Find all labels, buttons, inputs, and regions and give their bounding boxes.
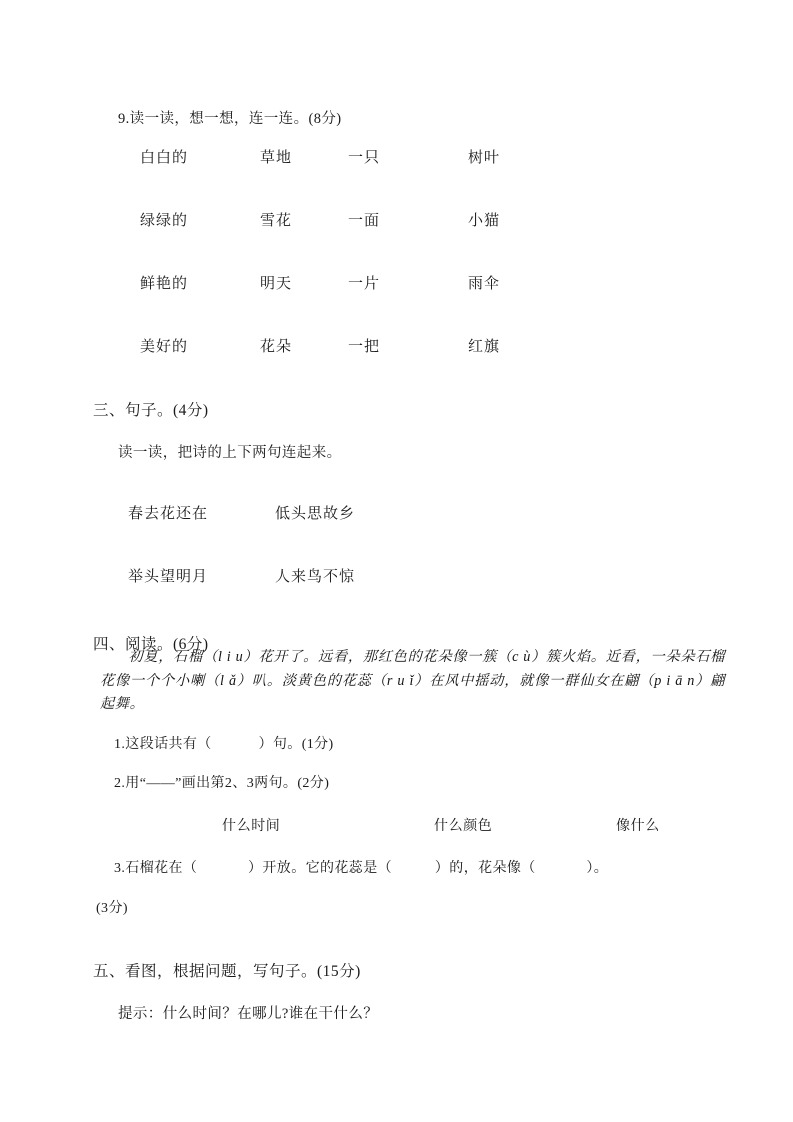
match-cell-measure[interactable]: 一只 bbox=[348, 150, 381, 166]
poem-line-right[interactable]: 低头思故乡 bbox=[275, 506, 356, 522]
match-cell-noun[interactable]: 草地 bbox=[260, 150, 293, 166]
reading-question-1[interactable]: 1.这段话共有（ ）句。(1分) bbox=[114, 737, 334, 752]
matching-row bbox=[0, 146, 793, 170]
section-3-instruction: 读一读，把诗的上下两句连起来。 bbox=[118, 445, 342, 461]
match-cell-noun[interactable]: 花朵 bbox=[260, 339, 293, 355]
hint-label-time: 什么时间 bbox=[222, 819, 281, 834]
match-cell-noun[interactable]: 雪花 bbox=[260, 213, 293, 229]
match-cell-adjective[interactable]: 鲜艳的 bbox=[140, 276, 189, 292]
section-5-heading: 五、看图，根据问题，写句子。(15分) bbox=[93, 963, 361, 980]
match-cell-measure[interactable]: 一片 bbox=[348, 276, 381, 292]
match-cell-object[interactable]: 雨伞 bbox=[468, 276, 501, 292]
match-cell-object[interactable]: 小猫 bbox=[468, 213, 501, 229]
match-cell-adjective[interactable]: 绿绿的 bbox=[140, 213, 189, 229]
hint-label-color: 什么颜色 bbox=[434, 819, 493, 834]
poem-line-right[interactable]: 人来鸟不惊 bbox=[275, 569, 356, 585]
reading-passage: 初夏，石榴（l i u）花开了。远看，那红色的花朵像一簇（c ù）簇火焰。近看，一朵朵石榴花像一个个小喇（l ǎ）叭。淡黄色的花蕊（r u ǐ）在风中摇动，就像一群仙女在翩（p i ā n）翩起舞。 bbox=[100, 649, 725, 712]
reading-question-3-score: (3分) bbox=[96, 901, 128, 916]
match-cell-measure[interactable]: 一把 bbox=[348, 339, 381, 355]
reading-hint-label-row bbox=[0, 815, 793, 837]
poem-line-left[interactable]: 春去花还在 bbox=[128, 506, 209, 522]
section-3-heading: 三、句子。(4分) bbox=[93, 402, 209, 419]
poem-pair-row bbox=[0, 565, 793, 589]
section-5-prompt: 提示：什么时间？在哪儿?谁在干什么？ bbox=[118, 1006, 379, 1022]
match-cell-object[interactable]: 树叶 bbox=[468, 150, 501, 166]
match-cell-adjective[interactable]: 美好的 bbox=[140, 339, 189, 355]
matching-row bbox=[0, 272, 793, 296]
match-cell-measure[interactable]: 一面 bbox=[348, 213, 381, 229]
section-4-heading: 四、阅读。(6分) bbox=[93, 636, 209, 653]
reading-question-2[interactable]: 2.用“——”画出第2、3两句。(2分) bbox=[114, 776, 330, 791]
hint-label-like: 像什么 bbox=[616, 819, 660, 834]
matching-row bbox=[0, 209, 793, 233]
reading-question-3[interactable]: 3.石榴花在（ ）开放。它的花蕊是（ ）的，花朵像（ ）。 bbox=[114, 861, 609, 876]
match-cell-object[interactable]: 红旗 bbox=[468, 339, 501, 355]
match-cell-adjective[interactable]: 白白的 bbox=[140, 150, 189, 166]
matching-row bbox=[0, 335, 793, 359]
match-cell-noun[interactable]: 明天 bbox=[260, 276, 293, 292]
question-9-heading: 9.读一读，想一想，连一连。(8分) bbox=[118, 111, 342, 127]
poem-line-left[interactable]: 举头望明月 bbox=[128, 569, 209, 585]
poem-pair-row bbox=[0, 502, 793, 526]
